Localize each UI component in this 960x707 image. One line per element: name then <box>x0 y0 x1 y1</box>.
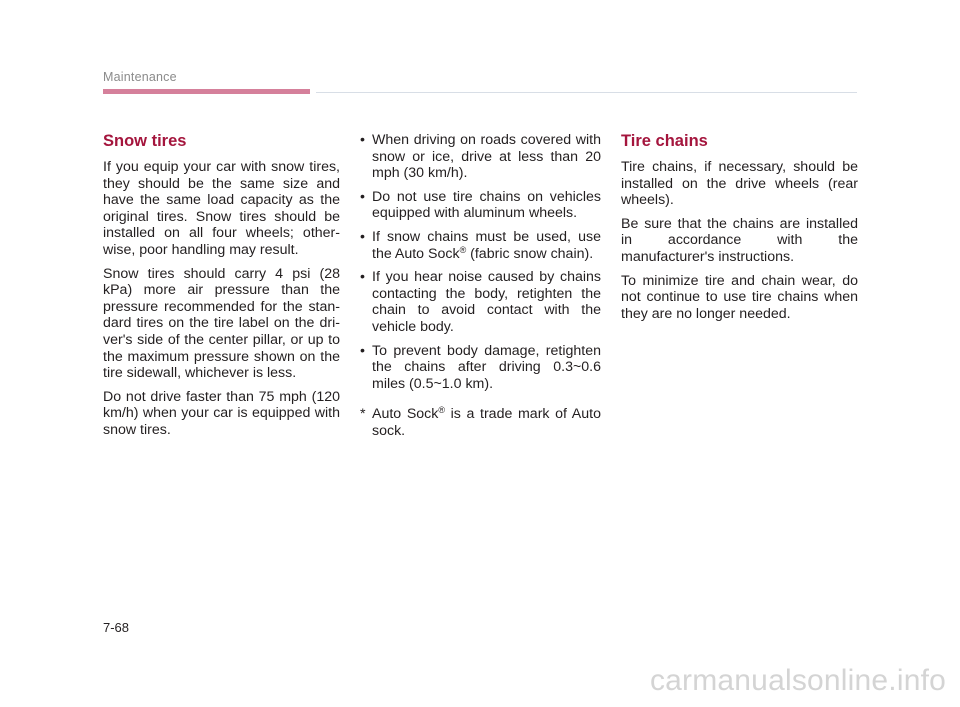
tire-chains-paragraph-3: To minimize tire and chain wear, do not continue to use tire chains when they are no longer needed. <box>621 272 858 322</box>
column-chain-cautions <box>360 132 601 440</box>
list-item-text: If you hear noise caused by chains contacting the body, retighten the chain to avoid contact with the vehicle body. <box>372 269 601 335</box>
footnote <box>360 406 601 439</box>
snow-tires-heading: Snow tires <box>103 132 187 150</box>
bullet-marker: • <box>360 188 365 205</box>
list-item-text <box>372 229 601 262</box>
list-item-text: To prevent body damage, retighten the chains after driving 0.3~0.6 miles (0.5~1.0 km). <box>372 342 601 392</box>
column-tire-chains <box>621 132 858 329</box>
list-item-text-after: (fabric snow chain). <box>466 245 594 262</box>
tire-chains-paragraph-1: Tire chains, if necessary, should be installed on the drive wheels (rear wheels). <box>621 159 858 209</box>
list-item <box>360 229 601 262</box>
footnote-text-before: Auto Sock <box>372 406 439 423</box>
list-item-text: Do not use tire chains on vehicles equipped with aluminum wheels. <box>372 188 601 222</box>
snow-tires-paragraph-2: Snow tires should carry 4 psi (28 kPa) more air pressure than the pressure recommended for the stan-dard tires on the tire label on the dri-ver's side of the center pillar, or up to the maximum pressure shown on the tire sidewall, whichever is less. <box>103 265 340 382</box>
snow-tires-paragraph-3: Do not drive faster than 75 mph (120 km/h) when your car is equipped with snow tires. <box>103 388 340 438</box>
registered-mark: ® <box>438 405 445 416</box>
list-item <box>360 189 601 222</box>
bullet-marker: • <box>360 132 365 148</box>
snow-tires-paragraph-1: If you equip your car with snow tires, they should be the same size and have the same load capacity as the original tires. Snow tires should be installed on all four wheels; other-wise, poor handling may result. <box>103 159 340 258</box>
header-accent-rule <box>103 89 310 94</box>
bullet-marker: • <box>360 228 365 245</box>
list-item-text: When driving on roads covered with snow or ice, drive at less than 20 mph (30 km/h). <box>372 132 601 182</box>
footnote-marker: * <box>360 406 366 423</box>
list-item-text-before: If snow chains must be used, use the Auto Sock <box>372 228 601 262</box>
bullet-marker: • <box>360 342 365 359</box>
chain-caution-list <box>360 132 601 392</box>
list-item <box>360 132 601 182</box>
registered-mark: ® <box>459 244 467 255</box>
list-item <box>360 269 601 335</box>
list-item <box>360 343 601 393</box>
column-snow-tires <box>103 132 340 446</box>
bullet-marker: • <box>360 269 365 286</box>
footnote-text-after: is a trade mark of Auto sock. <box>372 406 601 439</box>
tire-chains-paragraph-2: Be sure that the chains are installed in accordance with the manufacturer's instructions. <box>621 215 858 265</box>
tire-chains-heading: Tire chains <box>621 132 708 150</box>
watermark: carmanualsonline.info <box>649 664 946 697</box>
section-title: Maintenance <box>103 70 177 84</box>
page-number: 7-68 <box>103 620 130 635</box>
header-divider <box>316 92 857 93</box>
